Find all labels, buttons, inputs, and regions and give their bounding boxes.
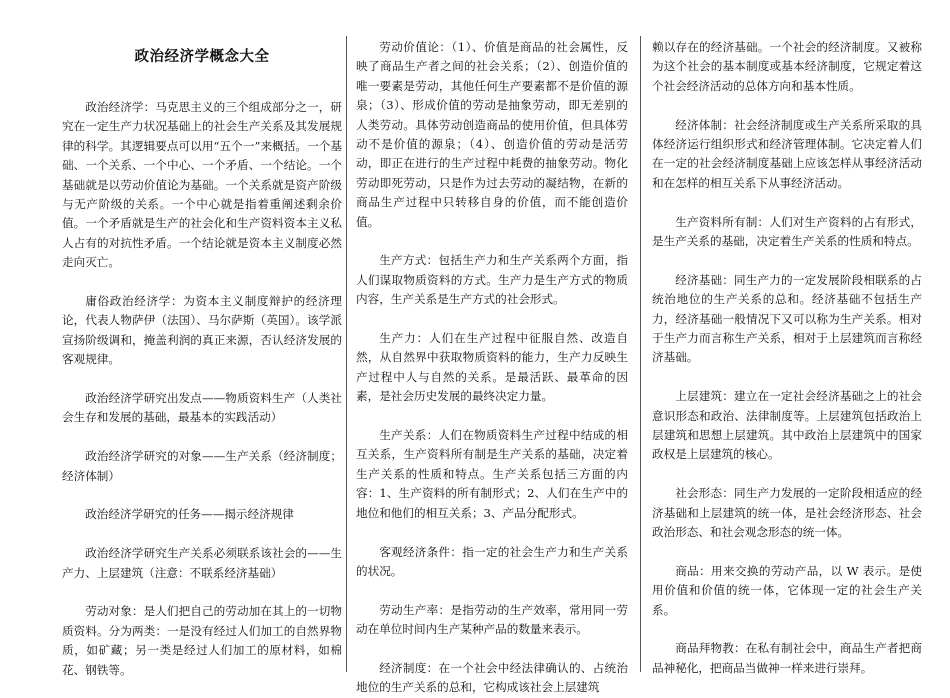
paragraph: 商品拜物教：在私有制社会中，商品生产者把商品神秘化，把商品当做神一样来进行崇拜。 [652,641,922,675]
text-column-3 [652,0,922,675]
column-divider-left [346,36,347,672]
paragraph: 庸俗政治经济学：为资本主义制度辩护的经济理论，代表人物萨伊（法国）、马尔萨斯（英国）。该学派宣扬阶级调和，掩盖利润的真正来源，否认经济发展的客观规律。 [62,294,342,367]
page-title: 政治经济学概念大全 [134,49,270,65]
paragraph-continued: 赖以存在的经济基础。一个社会的经济制度。又被称为这个社会的基本制度或基本经济制度，它规定着这个社会经济活动的总体方向和基本性质。 [652,40,922,93]
paragraph: 劳动对象：是人们把自己的劳动加在其上的一切物质资料。分为两类：一是没有经过人们加工的自然界物质，如矿藏；另一类是经过人们加工的原材料，如棉花、钢铁等。 [62,604,342,677]
paragraph: 生产方式：包括生产力和生产关系两个方面，指人们谋取物质资料的方式。生产力是生产方式的物质内容，生产关系是生产方式的社会形式。 [356,253,628,307]
paragraph: 生产关系：人们在物质资料生产过程中结成的相互关系，生产资料所有制是生产关系的基础，决定着生产关系的性质和特点。生产关系包括三方面的内容：1、生产资料的所有制形式；2、人们在生产中的地位和他们的相互关系；3、产品分配形式。 [356,428,628,520]
paragraph: 上层建筑：建立在一定社会经济基础之上的社会意识形态和政治、法律制度等。上层建筑包括政治上层建筑和思想上层建筑。其中政治上层建筑中的国家政权是上层建筑的核心。 [652,389,922,462]
paragraph: 经济体制：社会经济制度或生产关系所采取的具体经济运行组织形式和经济管理体制。它决定着人们在一定的社会经济制度基础上应该怎样从事经济活动和在怎样的相互关系下从事经济活动。 [652,117,922,190]
paragraph: 生产力：人们在生产过程中征服自然、改造自然，从自然界中获取物质资料的能力，生产力反映生产过程中人与自然的关系。是最活跃、最革命的因素，是社会历史发展的最终决定力量。 [356,331,628,404]
column-divider-right [640,36,641,672]
paragraph: 劳动价值论：（1）、价值是商品的社会属性，反映了商品生产者之间的社会关系；（2）、创造价值的唯一要素是劳动，其他任何生产要素都不是价值的源泉；（3）、形成价值的劳动是抽象劳动，即无差别的人类劳动。具体劳动创造商品的使用价值，但具体劳动不是价值的源泉；（4）、创造价值的劳动是活劳动，即正在进行的生产过程中耗费的抽象劳动。物化劳动即死劳动，只是作为过去劳动的凝结物，在新的商品生产过程中只转移自身的价值，而不能创造价值。 [356,40,628,229]
paragraph: 政治经济学研究生产关系必须联系该社会的——生产力、上层建筑（注意：不联系经济基础） [62,546,342,580]
paragraph: 经济基础：同生产力的一定发展阶段相联系的占统治地位的生产关系的总和。经济基础不包括生产力，经济基础一般情况下又可以称为生产关系。相对于生产力而言称生产关系，相对于上层建筑而言称经济基础。 [652,272,922,365]
paragraph: 经济制度：在一个社会中经法律确认的、占统治地位的生产关系的总和，它构成该社会上层建筑 [356,660,628,695]
paragraph: 政治经济学研究出发点——物质资料生产（人类社会生存和发展的基础，最基本的实践活动） [62,391,342,425]
paragraph: 劳动生产率：是指劳动的生产效率，常用同一劳动在单位时间内生产某种产品的数量来表示。 [356,602,628,637]
paragraph: 政治经济学研究的任务——揭示经济规律 [85,507,294,522]
text-column-1 [62,0,342,677]
paragraph: 生产资料所有制：人们对生产资料的占有形式，是生产关系的基础，决定着生产关系的性质和特点。 [652,214,922,249]
paragraph: 商品：用来交换的劳动产品，以 W 表示。是使用价值和价值的统一体，它体现一定的社会生产关系。 [652,563,922,617]
text-column-2 [356,0,628,695]
paragraph: 客观经济条件：指一定的社会生产力和生产关系的状况。 [356,544,628,578]
paragraph: 社会形态：同生产力发展的一定阶段相适应的经济基础和上层建筑的统一体，是社会经济形态、社会政治形态、和社会观念形态的统一体。 [652,486,922,540]
paragraph: 政治经济学：马克思主义的三个组成部分之一，研究在一定生产力状况基础上的社会生产关系及其发展规律的科学。其逻辑要点可以用“五个一”来概括。一个基础、一个关系、一个中心、一个矛盾、一个结论。一个基础就是以劳动价值论为基础。一个关系就是资产阶级与无产阶级的关系。一个中心就是指着重阐述剩余价值。一个矛盾就是生产的社会化和生产资料资本主义私人占有的对抗性矛盾。一个结论就是资本主义制度必然走向灭亡。 [62,100,342,270]
paragraph: 政治经济学研究的对象——生产关系（经济制度；经济体制） [62,449,342,483]
